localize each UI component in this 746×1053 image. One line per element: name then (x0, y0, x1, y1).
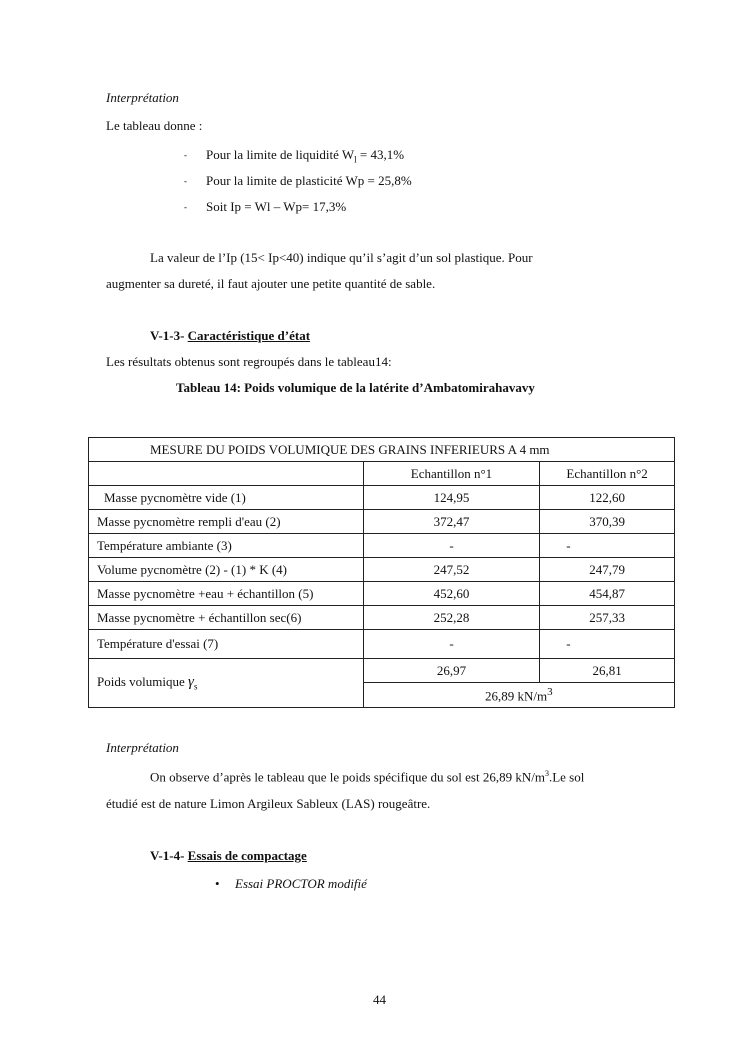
row-value-sample-2: 26,81 (540, 659, 675, 683)
page-number: 44 (373, 992, 386, 1007)
column-header-sample-1: Echantillon n°1 (363, 462, 540, 486)
gamma-symbol: γ (188, 674, 194, 691)
row-value-sample-1: 247,52 (363, 558, 540, 582)
row-label: Température ambiante (3) (89, 534, 364, 558)
paragraph-line: La valeur de l’Ip (15< Ip<40) indique qu’il s’agit d’un sol plastique. Pour (150, 250, 533, 265)
row-value-sample-1: - (363, 534, 540, 558)
table-header-row (89, 438, 675, 462)
row-value-sample-2: - (540, 630, 675, 659)
table-row (89, 486, 675, 510)
bullet-dot: • (215, 876, 220, 891)
row-value-sample-1: 26,97 (363, 659, 540, 683)
column-header-sample-2: Echantillon n°2 (540, 462, 675, 486)
table-row (89, 510, 675, 534)
row-label: Température d'essai (7) (89, 630, 364, 659)
interpretation-heading: Interprétation (106, 90, 179, 105)
results-intro: Les résultats obtenus sont regroupés dans le tableau14: (106, 354, 392, 369)
paragraph-line: étudié est de nature Limon Argileux Sableux (LAS) rougeâtre. (106, 796, 431, 811)
row-value-sample-2: - (540, 534, 675, 558)
row-value-sample-1: 372,47 (363, 510, 540, 534)
table-column-header-row (89, 462, 675, 486)
row-value-sample-2: 454,87 (540, 582, 675, 606)
table-row (89, 630, 675, 659)
row-label: Masse pycnomètre + échantillon sec(6) (89, 606, 364, 630)
row-value-sample-2: 257,33 (540, 606, 675, 630)
table-row (89, 582, 675, 606)
bullet-plasticity-limit: Pour la limite de plasticité Wp = 25,8% (206, 173, 412, 188)
row-value-sample-2: 370,39 (540, 510, 675, 534)
table-row (89, 558, 675, 582)
empty-cell (89, 462, 364, 486)
bullet-dash: - (184, 176, 187, 186)
paragraph-line: On observe d’après le tableau que le poids spécifique du sol est 26,89 $kN/m^3.Le$ sol (150, 769, 585, 785)
table-caption: Tableau 14: Poids volumique de la latérite d’Ambatomirahavavy (176, 380, 535, 395)
bullet-liquidity-limit: Pour la limite de liquidité $W_l = 43,1\%$ (206, 147, 405, 165)
table-row-unit-weight (89, 659, 675, 683)
row-value-sample-1: 252,28 (363, 606, 540, 630)
row-label: Masse pycnomètre rempli d'eau (2) (89, 510, 364, 534)
row-value-sample-2: 247,79 (540, 558, 675, 582)
mean-unit-weight: 26,89 $kN/m^3$ (363, 683, 674, 708)
row-value-sample-2: 122,60 (540, 486, 675, 510)
paragraph-line: augmenter sa dureté, il faut ajouter une petite quantité de sable. (106, 276, 436, 291)
row-label: Volume pycnomètre (2) - (1) * K (4) (89, 558, 364, 582)
row-value-sample-1: - (363, 630, 540, 659)
row-value-sample-1: 452,60 (363, 582, 540, 606)
bullet-dash: - (184, 150, 187, 160)
row-label-unit-weight: Poids volumique $\gamma_s$ (89, 659, 364, 708)
intro-text: Le tableau donne : (106, 118, 203, 133)
table-header: MESURE DU POIDS VOLUMIQUE DES GRAINS INFERIEURS A 4 mm (89, 438, 675, 462)
proctor-bullet: Essai PROCTOR modifié (235, 876, 367, 891)
pycnometer-table (88, 437, 675, 708)
bullet-dash: - (184, 202, 187, 212)
row-label: Masse pycnomètre vide (1) (89, 486, 364, 510)
interpretation-heading: Interprétation (106, 740, 179, 755)
table-row (89, 534, 675, 558)
table-row (89, 606, 675, 630)
bullet-plasticity-index: Soit Ip = Wl – Wp= 17,3% (206, 199, 347, 214)
row-value-sample-1: 124,95 (363, 486, 540, 510)
section-heading-v-1-3: V-1-3- Caractéristique d’état (150, 328, 311, 343)
row-label: Masse pycnomètre +eau + échantillon (5) (89, 582, 364, 606)
section-heading-v-1-4: V-1-4- Essais de compactage (150, 848, 307, 863)
